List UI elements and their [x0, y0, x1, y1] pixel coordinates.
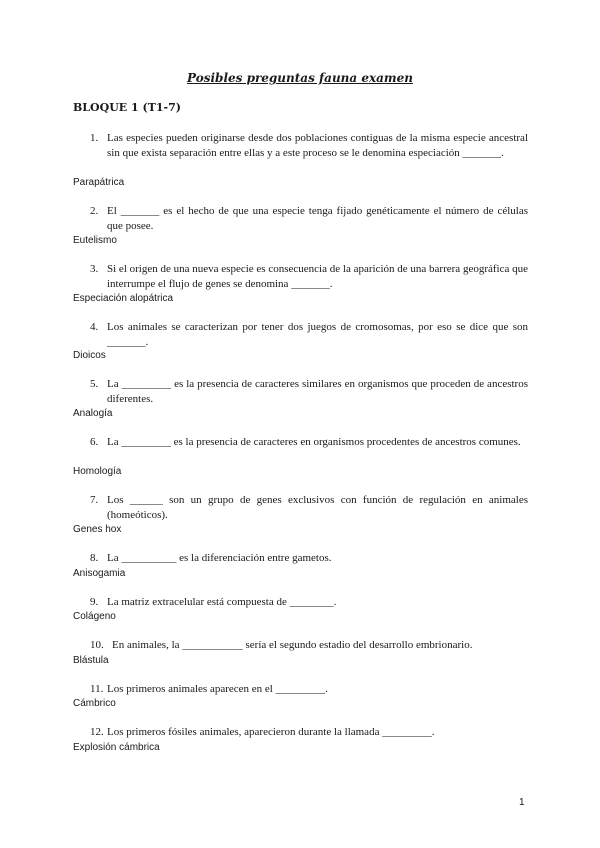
- question-text: Los primeros animales aparecen en el _________.: [107, 683, 328, 695]
- question-number: 4.: [90, 321, 99, 333]
- answer-1: Parapátrica: [73, 177, 125, 188]
- question-10: [90, 638, 528, 653]
- answer-9: Colágeno: [73, 611, 116, 622]
- question-11: [90, 682, 528, 697]
- question-2: [90, 204, 528, 233]
- question-text: En animales, la ___________ sería el segundo estadio del desarrollo embrionario.: [112, 639, 473, 651]
- question-number: 11.: [90, 683, 104, 695]
- question-number: 5.: [90, 378, 99, 390]
- question-number: 12.: [90, 726, 104, 738]
- answer-2: Eutelismo: [73, 235, 117, 246]
- answer-11: Cámbrico: [73, 698, 116, 709]
- question-7: [90, 493, 528, 522]
- question-number: 1.: [90, 132, 99, 144]
- question-6: [90, 435, 528, 450]
- question-text: La __________ es la diferenciación entre gametos.: [107, 552, 332, 564]
- question-text: Los primeros fósiles animales, aparecieron durante la llamada _________.: [107, 726, 435, 738]
- question-number: 9.: [90, 596, 99, 608]
- answer-5: Analogía: [73, 408, 113, 419]
- question-3: [90, 262, 528, 291]
- question-9: [90, 595, 528, 610]
- question-text: Si el origen de una nueva especie es consecuencia de la aparición de una barrera geográfica que interrumpe el flujo de genes se denomina _______.: [107, 263, 528, 290]
- question-text: Los animales se caracterizan por tener dos juegos de cromosomas, por eso se dice que son _______.: [107, 321, 528, 348]
- question-number: 8.: [90, 552, 99, 564]
- answer-6: Homología: [73, 466, 122, 477]
- question-4: [90, 320, 528, 349]
- question-text: La _________ es la presencia de caracteres en organismos procedentes de ancestros comunes.: [107, 436, 521, 448]
- answer-7: Genes hox: [73, 524, 122, 535]
- question-8: [90, 551, 528, 566]
- question-number: 7.: [90, 494, 99, 506]
- question-number: 2.: [90, 205, 99, 217]
- page-number: 1: [519, 797, 525, 808]
- question-text: El _______ es el hecho de que una especie tenga fijado genéticamente el número de células que posee.: [107, 205, 528, 232]
- question-1: [90, 131, 528, 160]
- answer-3: Especiación alopátrica: [73, 293, 174, 304]
- question-text: Las especies pueden originarse desde dos poblaciones contiguas de la misma especie ancestral sin que exista separación entre ellas y a este proceso se le denomina especiación _______.: [107, 132, 528, 159]
- question-text: La _________ es la presencia de caracteres similares en organismos que proceden de ancestros diferentes.: [107, 378, 528, 405]
- answer-12: Explosión cámbrica: [73, 742, 160, 753]
- question-text: Los ______ son un grupo de genes exclusivos con función de regulación en animales (homeóticos).: [107, 494, 528, 521]
- question-5: [90, 377, 528, 406]
- question-text: La matriz extracelular está compuesta de ________.: [107, 596, 337, 608]
- answer-4: Dioicos: [73, 350, 106, 361]
- question-12: [90, 725, 528, 740]
- question-number: 10.: [90, 639, 104, 651]
- block-heading: BLOQUE 1 (T1-7): [73, 101, 181, 114]
- question-number: 3.: [90, 263, 99, 275]
- question-number: 6.: [90, 436, 99, 448]
- answer-8: Anisogamia: [73, 568, 126, 579]
- answer-10: Blástula: [73, 655, 109, 666]
- document-title: Posibles preguntas fauna examen: [187, 71, 413, 85]
